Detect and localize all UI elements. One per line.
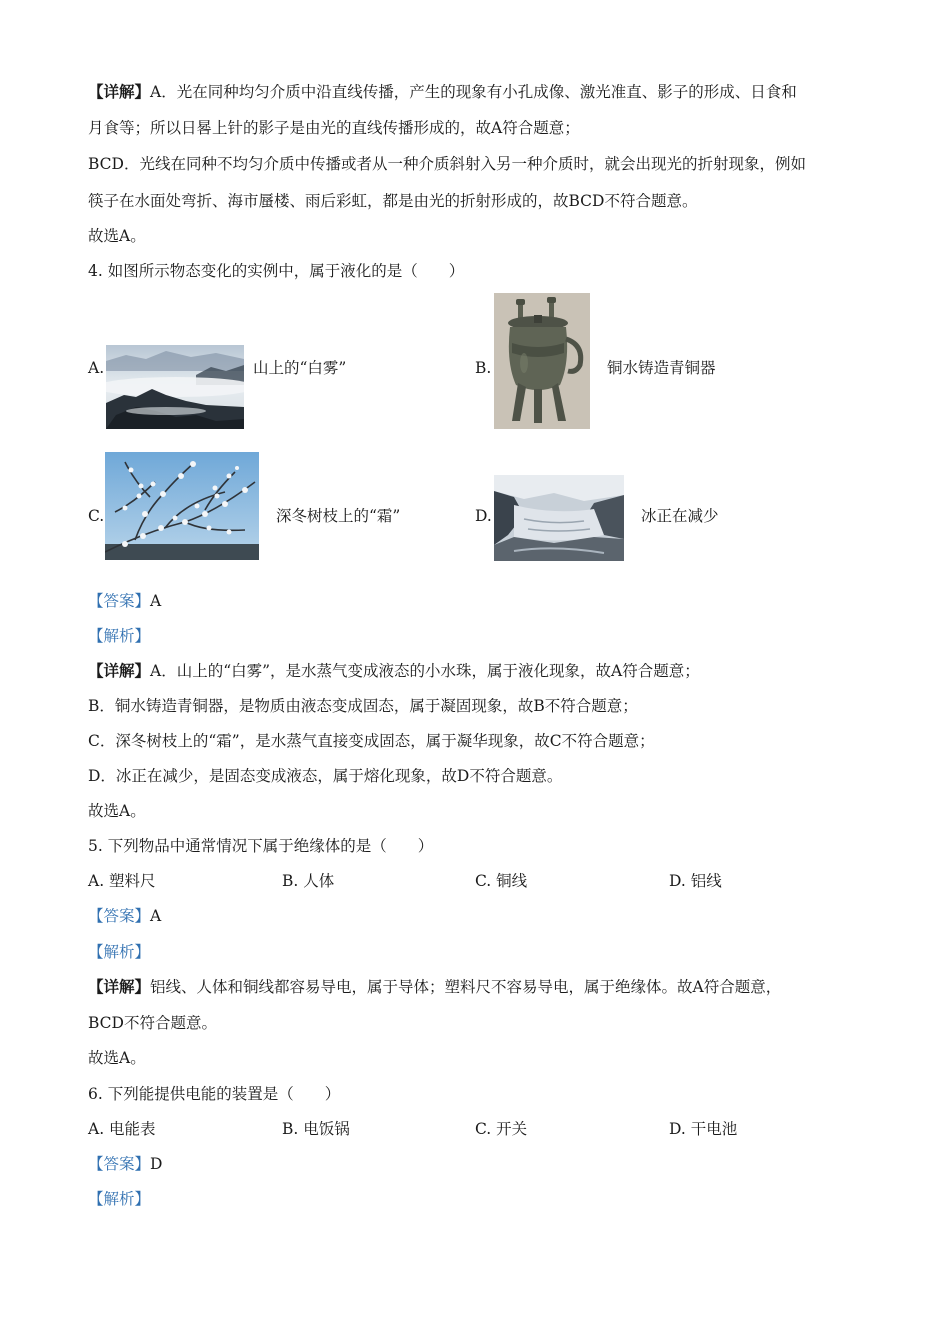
q3-conclusion: 故选A。 — [88, 227, 146, 245]
frost-branch-photo — [105, 452, 259, 560]
q3-detail-line-3: BCD．光线在同种不均匀介质中传播或者从一种介质斜射入另一种介质时，就会出现光的折射现象，例如 — [88, 155, 806, 173]
q4-conclusion: 故选A。 — [88, 802, 146, 820]
q6-option-d: D. 干电池 — [669, 1120, 738, 1138]
q6-option-b: B. 电饭锅 — [282, 1120, 350, 1138]
q4-option-c-letter: C. — [88, 507, 105, 525]
q4-detail-line-3: C．深冬树枝上的“霜”，是水蒸气直接变成固态，属于凝华现象，故C不符合题意； — [88, 732, 655, 750]
answer-tag: 【答案】 — [88, 592, 151, 610]
q4-option-b-letter: B. — [475, 359, 492, 377]
q6-option-c: C. 开关 — [475, 1120, 528, 1138]
q5-analysis-tag: 【解析】 — [88, 943, 151, 961]
q3-detail-text-1: A．光在同种均匀介质中沿直线传播，产生的现象有小孔成像、激光准直、影子的形成、日食和 — [150, 83, 797, 101]
answer-tag: 【答案】 — [88, 907, 151, 925]
bronze-vessel-photo — [494, 293, 590, 429]
q4-option-a-letter: A. — [88, 359, 105, 377]
q5-stem: 5. 下列物品中通常情况下属于绝缘体的是（ ） — [88, 837, 434, 855]
q5-option-c: C. 铜线 — [475, 872, 528, 890]
detail-tag: 【详解】 — [88, 82, 151, 101]
q5-option-b: B. 人体 — [282, 872, 335, 890]
q6-answer-value: D — [150, 1155, 163, 1173]
q4-option-c-caption: 深冬树枝上的“霜” — [276, 507, 401, 525]
q4-option-d-caption: 冰正在减少 — [641, 507, 719, 525]
q5-detail-line-2: BCD不符合题意。 — [88, 1014, 217, 1032]
q5-detail-text-1: 铝线、人体和铜线都容易导电，属于导体；塑料尺不容易导电，属于绝缘体。故A符合题意， — [150, 978, 782, 996]
q4-option-a-caption: 山上的“白雾” — [253, 359, 347, 377]
mountain-fog-photo — [106, 345, 244, 429]
q4-detail-text-1: A．山上的“白雾”，是水蒸气变成液态的小水珠，属于液化现象，故A符合题意； — [150, 662, 700, 680]
q3-detail-line-4: 筷子在水面处弯折、海市蜃楼、雨后彩虹，都是由光的折射形成的，故BCD不符合题意。 — [88, 192, 698, 210]
glacier-photo — [494, 475, 624, 561]
q4-option-d-letter: D. — [475, 507, 492, 525]
q4-answer-value: A — [150, 592, 162, 610]
q6-answer — [88, 1153, 162, 1175]
q3-detail-line-2: 月食等；所以日晷上针的影子是由光的直线传播形成的，故A符合题意； — [88, 119, 580, 137]
q4-analysis-tag: 【解析】 — [88, 627, 151, 645]
q5-answer-value: A — [150, 907, 162, 925]
q4-answer — [88, 590, 161, 612]
detail-tag: 【详解】 — [88, 977, 151, 996]
q5-detail-line-1 — [88, 976, 781, 998]
q5-answer — [88, 905, 161, 927]
q5-conclusion: 故选A。 — [88, 1049, 146, 1067]
detail-tag: 【详解】 — [88, 661, 151, 680]
q4-option-b-caption: 铜水铸造青铜器 — [607, 359, 716, 377]
q4-detail-line-1 — [88, 660, 700, 682]
q5-option-d: D. 铝线 — [669, 872, 722, 890]
q4-stem: 4. 如图所示物态变化的实例中，属于液化的是（ ） — [88, 262, 465, 280]
q6-option-a: A. 电能表 — [88, 1120, 156, 1138]
q4-detail-line-4: D．冰正在减少，是固态变成液态，属于熔化现象，故D不符合题意。 — [88, 767, 563, 785]
q6-analysis-tag: 【解析】 — [88, 1190, 151, 1208]
q5-option-a: A. 塑料尺 — [88, 872, 156, 890]
answer-tag: 【答案】 — [88, 1155, 151, 1173]
q6-stem: 6. 下列能提供电能的装置是（ ） — [88, 1085, 341, 1103]
q4-detail-line-2: B．铜水铸造青铜器，是物质由液态变成固态，属于凝固现象，故B不符合题意； — [88, 697, 638, 715]
q3-detail-line-1 — [88, 81, 797, 103]
